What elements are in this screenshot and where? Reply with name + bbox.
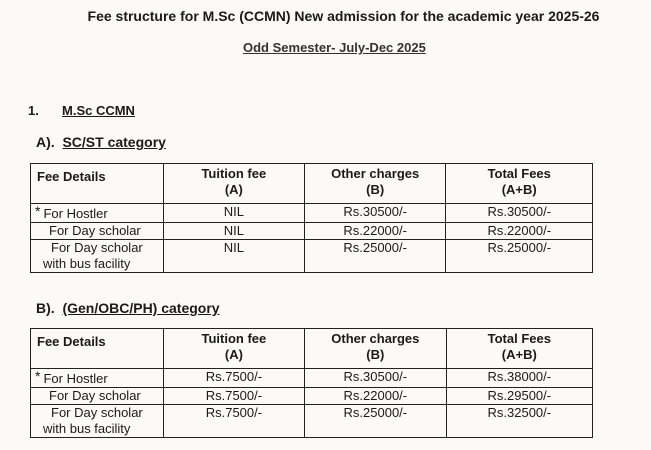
- row-label-text: For Hostler: [43, 371, 108, 386]
- header-tuition-line2: (A): [224, 347, 243, 362]
- header-total-fees: [446, 164, 593, 204]
- tuition-value: NIL: [163, 240, 304, 273]
- table-header-row: [31, 329, 593, 369]
- row-label-day-scholar: [31, 388, 164, 405]
- total-value: Rs.25000/-: [446, 240, 593, 273]
- row-label-line2: with bus facility: [43, 421, 131, 436]
- category-a-prefix: A).: [36, 134, 55, 150]
- header-tuition-line2: (A): [224, 182, 243, 197]
- total-value: Rs.30500/-: [446, 204, 593, 223]
- row-label-text: For Day scholar: [49, 223, 141, 238]
- header-other-line1: Other charges: [331, 166, 420, 181]
- table-row: [31, 204, 593, 223]
- asterisk-mark: *: [35, 368, 41, 384]
- other-charges-value: Rs.22000/-: [305, 388, 447, 405]
- other-charges-value: Rs.30500/-: [304, 204, 446, 223]
- table-row: [31, 388, 593, 405]
- semester-subtitle: Odd Semester- July-Dec 2025: [243, 40, 426, 55]
- document-title: Fee structure for M.Sc (CCMN) New admission for the academic year 2025-26: [87, 8, 600, 24]
- header-fee-details: Fee Details: [31, 164, 164, 204]
- section-number: 1.: [28, 103, 39, 118]
- header-total-line1: Total Fees: [487, 331, 551, 346]
- header-other-charges: [305, 329, 447, 369]
- header-other-line1: Other charges: [331, 331, 420, 346]
- header-other-line2: (B): [366, 182, 385, 197]
- row-label-text: For Hostler: [43, 206, 108, 221]
- tuition-value: NIL: [163, 204, 304, 223]
- tuition-value: Rs.7500/-: [163, 388, 304, 405]
- header-total-fees: [446, 329, 592, 369]
- header-other-charges: [304, 164, 446, 204]
- category-a-label: SC/ST category: [62, 134, 166, 150]
- header-tuition: [163, 329, 304, 369]
- category-b-prefix: B).: [36, 300, 55, 316]
- total-value: Rs.32500/-: [446, 405, 592, 438]
- other-charges-value: Rs.30500/-: [305, 369, 447, 388]
- fee-table-sc-st: [30, 163, 593, 273]
- tuition-value: NIL: [163, 223, 304, 240]
- header-total-line1: Total Fees: [487, 166, 551, 181]
- header-total-line2: (A+B): [501, 347, 537, 362]
- table-header-row: [31, 164, 593, 204]
- header-fee-details: Fee Details: [31, 329, 164, 369]
- row-label-day-scholar: [31, 223, 164, 240]
- other-charges-value: Rs.22000/-: [304, 223, 446, 240]
- table-row: [31, 369, 593, 388]
- fee-table-gen-obc-ph: [30, 328, 593, 438]
- other-charges-value: Rs.25000/-: [305, 405, 447, 438]
- row-label-day-scholar-bus: [31, 405, 164, 438]
- header-tuition-line1: Tuition fee: [201, 166, 267, 181]
- table-row: [31, 240, 593, 273]
- header-other-line2: (B): [366, 347, 385, 362]
- category-b-heading: [36, 300, 220, 316]
- row-label-line1: For Day scholar: [51, 240, 143, 255]
- total-value: Rs.22000/-: [446, 223, 593, 240]
- row-label-text: For Day scholar: [49, 388, 141, 403]
- category-a-heading: [36, 134, 166, 150]
- other-charges-value: Rs.25000/-: [304, 240, 446, 273]
- header-total-line2: (A+B): [501, 182, 537, 197]
- row-label-hostler: [31, 204, 164, 223]
- category-b-label: (Gen/OBC/PH) category: [62, 300, 220, 316]
- table-row: [31, 223, 593, 240]
- row-label-line2: with bus facility: [43, 256, 131, 271]
- row-label-day-scholar-bus: [31, 240, 164, 273]
- total-value: Rs.29500/-: [446, 388, 592, 405]
- asterisk-mark: *: [35, 203, 41, 219]
- row-label-hostler: [31, 369, 164, 388]
- header-tuition: [163, 164, 304, 204]
- section-title: M.Sc CCMN: [62, 103, 135, 118]
- row-label-line1: For Day scholar: [51, 405, 143, 420]
- table-row: [31, 405, 593, 438]
- tuition-value: Rs.7500/-: [163, 405, 304, 438]
- tuition-value: Rs.7500/-: [163, 369, 304, 388]
- header-tuition-line1: Tuition fee: [201, 331, 267, 346]
- total-value: Rs.38000/-: [446, 369, 592, 388]
